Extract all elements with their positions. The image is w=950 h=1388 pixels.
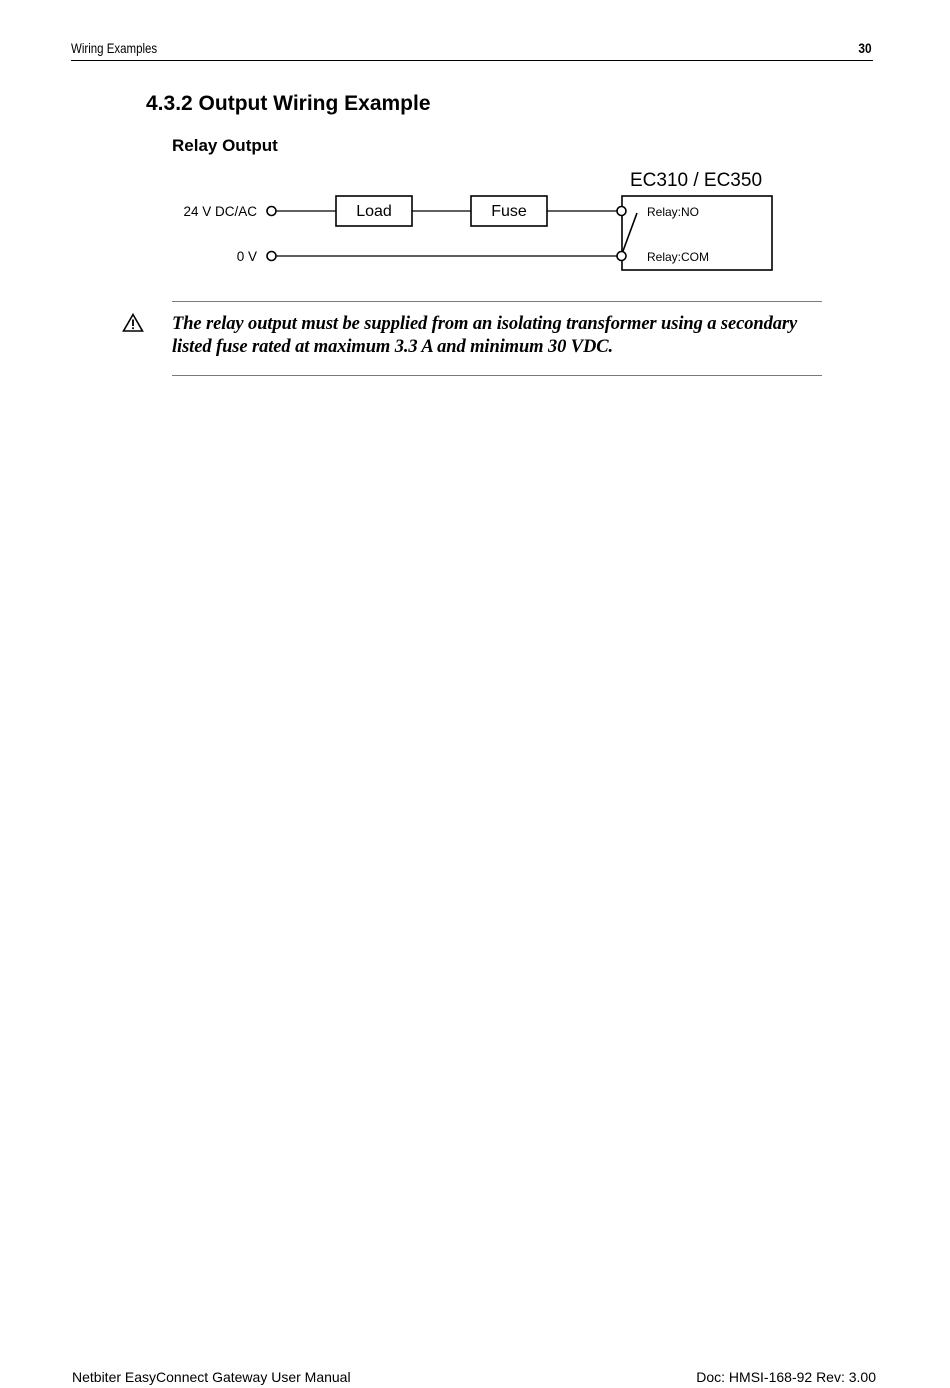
relay-no-label: Relay:NO — [647, 205, 700, 219]
page-number: 30 — [858, 40, 872, 56]
relay-com-contact — [617, 252, 626, 261]
note-bottom-rule — [172, 375, 822, 376]
footer-doc-revision: Doc: HMSI-168-92 Rev: 3.00 — [696, 1369, 876, 1385]
relay-no-contact — [617, 207, 626, 216]
warning-triangle-icon — [122, 313, 144, 333]
warning-note-text: The relay output must be supplied from an isolating transformer using a secondary listed fuse rated at maximum 3.3 A and minimum 30 VDC. — [172, 314, 798, 357]
section-heading: 4.3.2 Output Wiring Example — [146, 92, 431, 115]
ground-label: 0 V — [236, 249, 257, 264]
supply-label: 24 V DC/AC — [183, 204, 257, 219]
fuse-label: Fuse — [491, 203, 527, 220]
device-label: EC310 / EC350 — [629, 170, 763, 191]
load-label: Load — [356, 203, 392, 220]
ground-terminal — [267, 252, 276, 261]
subsection-heading: Relay Output — [172, 136, 278, 155]
relay-wiring-diagram — [0, 0, 950, 300]
header-section-name: Wiring Examples — [71, 40, 158, 56]
footer-manual-title: Netbiter EasyConnect Gateway User Manual — [72, 1369, 351, 1385]
note-top-rule — [172, 301, 822, 302]
relay-switch-arm — [623, 213, 637, 251]
supply-terminal — [267, 207, 276, 216]
relay-com-label: Relay:COM — [647, 250, 710, 264]
